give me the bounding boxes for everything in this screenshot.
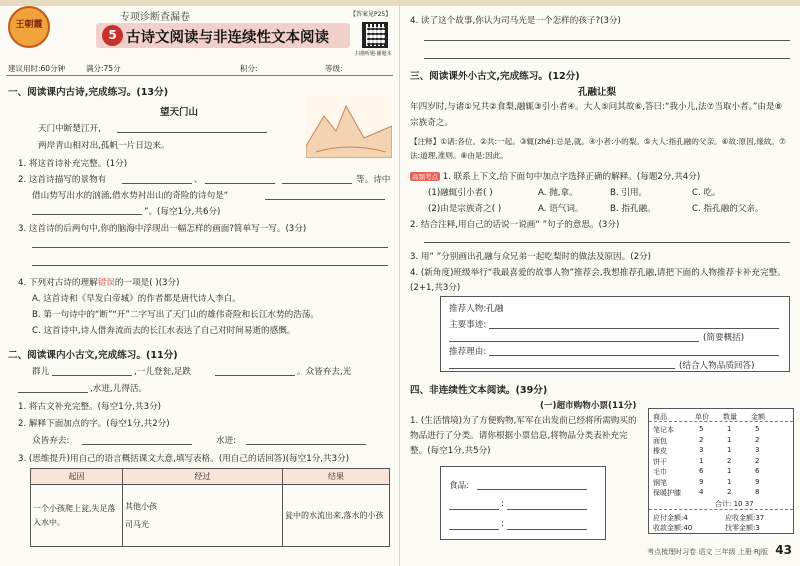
blank-line[interactable] — [18, 392, 88, 393]
receipt-header: 商品 — [653, 413, 667, 421]
receipt-cell: 钢笔 — [653, 478, 667, 487]
title-banner — [96, 23, 350, 48]
question-1-right: 高频考点 1. 联系上下文,给下面句中加点字选择正确的解释。(每题2分,共4分) — [412, 172, 701, 182]
blank-line[interactable] — [205, 183, 275, 184]
blank-line[interactable] — [265, 199, 385, 200]
blank-line[interactable] — [215, 375, 295, 376]
section-2-question-2: 2. 解释下面加点的字。(每空1分,共2分) — [18, 419, 170, 429]
receipt-cell: 1 — [727, 435, 732, 444]
section-2-question-3: 3. (思维提升)用自己的语言概括课文大意,填写表格。(用自己的话回答)(每空1分,共3分) — [18, 454, 350, 464]
receipt-cell: 2 — [727, 456, 732, 465]
receipt-cell: 5 — [755, 425, 760, 433]
story-title: 孔融让梨 — [578, 87, 617, 98]
answer-line[interactable] — [424, 40, 790, 41]
subtitle: 专项诊断查漏卷 — [120, 12, 190, 23]
page-title: 古诗文阅读与非连续性文本阅读 — [126, 30, 329, 46]
story-text: 年四岁时,与诸①兄共②食梨,融辄③引小者④。大人⑤问其故⑥,答曰:“我小儿,法⑦当取小者。”由是⑧宗族奇之。 — [410, 102, 783, 128]
blank-line[interactable] — [489, 355, 779, 356]
section-3-heading: 三、阅读课外小古文,完成练习。(12分) — [410, 71, 580, 82]
annotations: 【注释】①诸:各位。②共:一起。③辄(zhé):总是,就。④小者:小的梨。⑤大人:指孔融的父亲。⑥故:原因,缘故。⑦法:道理,准则。⑧由是:因此。 — [410, 137, 786, 160]
receipt-cell: 9 — [699, 477, 704, 486]
receipt-cell: 6 — [755, 467, 760, 475]
blank-line[interactable] — [246, 444, 366, 445]
grade: 等级: — [325, 64, 343, 73]
option-c[interactable]: C. 这首诗中,诗人借奔流而去的长江水表达了自己对时间易逝的感慨。 — [32, 326, 296, 336]
table-header: 起因 — [31, 469, 123, 485]
card-reason-hint: (结合人物品质回答) — [679, 361, 755, 371]
passage-part-2: ,一儿登瓮,足跌 — [134, 367, 192, 377]
section-2-heading: 二、阅读课内小古文,完成练习。(11分) — [8, 350, 178, 361]
receipt-cell: 面包 — [653, 436, 667, 445]
question-2-body: 借山势写出水的汹涌,借水势衬出山的奇险的诗句是“ — [32, 191, 229, 201]
unit-badge: 5 — [102, 25, 123, 46]
classification-box — [440, 466, 606, 540]
blank-line[interactable] — [507, 529, 587, 530]
receipt-cell: 2 — [699, 435, 704, 444]
define-1: 众皆弃去: — [32, 436, 70, 446]
option-a[interactable]: A. 语气词。 — [538, 204, 584, 214]
option-a[interactable]: A. 这首诗和《早发白帝城》的作者都是唐代诗人李白。 — [32, 294, 241, 304]
blank-line[interactable] — [52, 375, 132, 376]
card-reason-label: 推荐理由: — [449, 347, 487, 357]
receipt-payable: 应付金额:4 — [653, 514, 688, 522]
recommend-card — [440, 296, 790, 372]
blank-line[interactable] — [507, 509, 587, 510]
question-3-right: 3. 用“ ”分别画出孔融与众兄弟一起吃梨时的做法及原因。(2分) — [410, 252, 651, 262]
option-b[interactable]: B. 引用。 — [610, 188, 648, 198]
section-1-heading: 一、阅读课内古诗,完成练习。(13分) — [8, 87, 169, 98]
option-c[interactable]: C. 指孔融的父亲。 — [692, 204, 764, 214]
question-2-end: ”。(每空1分,共6分) — [144, 207, 221, 217]
section-4-subheading: (一)超市购物小票(11分) — [540, 401, 637, 411]
passage-part-4: ,水迸,儿得活。 — [90, 384, 148, 394]
receipt-cell: 保暖护膝 — [653, 489, 681, 497]
receipt-cell: 毛巾 — [653, 468, 667, 476]
question-2-right: 2. 结合注释,用自己的话说一说画“ ”句子的意思。(3分) — [410, 220, 620, 230]
poem-line-1: 天门中断楚江开, — [38, 124, 101, 134]
food-label: 食品: — [449, 481, 470, 491]
top-band — [400, 0, 800, 6]
receipt-change: 找零金额:3 — [725, 524, 760, 532]
question-4-right: 4. (新角度)班级举行“我最喜爱的故事人物”推荐会,我想推荐孔融,请把下面的人物推荐卡补充完整。(2+1,共3分) — [410, 268, 786, 293]
separator: 、 — [194, 175, 203, 185]
receipt-cell: 2 — [755, 435, 760, 444]
receipt-total: 合计: 10 37 — [715, 500, 754, 508]
top-band — [0, 0, 399, 6]
card-story-label: 主要事迹: — [449, 320, 487, 330]
got-score: 积分: — [240, 64, 258, 73]
colon: : — [501, 499, 504, 509]
receipt-cell: 5 — [699, 425, 704, 433]
passage-part-3: 。众皆弃去,光 — [297, 367, 352, 377]
sub-question-1: (1)融辄引小者( ) — [428, 188, 493, 198]
receipt-header: 数量 — [723, 413, 737, 421]
colon: : — [501, 519, 504, 529]
poem-line-2: 两岸青山相对出,孤帆一片日边来。 — [38, 141, 170, 151]
receipt-header: 金额 — [751, 413, 765, 421]
receipt-divider — [649, 509, 793, 510]
option-b[interactable]: B. 指孔融。 — [610, 204, 656, 214]
brand-logo: 王朝霞 — [8, 6, 50, 48]
mountain-illustration — [306, 96, 392, 158]
right-page — [400, 0, 800, 566]
receipt-cell: 橡皮 — [653, 447, 667, 455]
table-cell-cause: 一个小孩爬上瓮,失足落入水中。 — [31, 485, 123, 547]
divider — [6, 75, 393, 76]
question-4: 4. 下列对古诗的理解错误的一项是( )(3分) — [18, 278, 180, 288]
option-a[interactable]: A. 抛,拿。 — [538, 188, 578, 198]
receipt-cell: 1 — [699, 456, 704, 465]
page-number: 43 — [775, 543, 792, 557]
receipt-cell: 4 — [699, 488, 704, 496]
section-2-question-1: 1. 将古文补充完整。(每空1分,共3分) — [18, 402, 162, 412]
answer-line[interactable] — [32, 265, 388, 266]
footer: 考点梳理时习卷 语文 三年级 上册 RJ版 — [647, 548, 768, 556]
section-4-heading: 四、非连续性文本阅读。(39分) — [410, 385, 548, 396]
receipt-header: 单价 — [695, 413, 709, 421]
receipt-cell: 8 — [755, 488, 760, 496]
blank-line[interactable] — [449, 341, 699, 342]
blank-line[interactable] — [489, 328, 779, 329]
table-cell-result[interactable]: 瓮中的水流出来,落水的小孩 — [283, 485, 390, 547]
receipt — [648, 408, 794, 534]
card-name: 推荐人物:孔融 — [449, 304, 504, 314]
question-1: 1. 将这首诗补充完整。(1分) — [18, 159, 128, 169]
receipt-cell: 2 — [727, 488, 732, 496]
receipt-cell: 1 — [727, 446, 732, 454]
receipt-cell: 1 — [727, 425, 732, 433]
section-4-question-1: 1. (生活情境)为了方便购物,军军在出发前已经将所需购买的物品进行了分类。请你根据小票信息,将物品分类表补充完整。(每空1分,共5分) — [410, 416, 637, 456]
receipt-cell: 2 — [755, 456, 760, 465]
poem-title: 望天门山 — [160, 107, 199, 118]
score-meta: 满分:75分 — [86, 64, 121, 73]
answer-reference: 【答案见P25】 — [350, 11, 392, 18]
receipt-cell: 笔记本 — [653, 426, 674, 434]
time-meta: 建议用时:60分钟 — [8, 64, 66, 73]
table-header: 经过 — [123, 469, 283, 485]
blank-line[interactable] — [117, 132, 267, 133]
blank-line[interactable] — [282, 183, 352, 184]
summary-table — [30, 468, 390, 547]
blank-line[interactable] — [477, 489, 587, 490]
answer-line[interactable] — [424, 58, 790, 59]
answer-line[interactable] — [32, 247, 388, 248]
blank-line[interactable] — [32, 214, 142, 215]
receipt-paid: 收款金额:40 — [653, 524, 693, 532]
option-c[interactable]: C. 吃。 — [692, 188, 721, 198]
table-cell-process[interactable]: 其他小孩 司马光 — [123, 485, 283, 547]
receipt-cell: 1 — [727, 467, 732, 475]
receipt-divider — [649, 421, 793, 422]
blank-line[interactable] — [449, 529, 499, 530]
qr-caption: 扫描听题·播题本 — [355, 51, 392, 57]
card-story-hint: (简要概括) — [703, 333, 745, 343]
blank-line[interactable] — [122, 183, 192, 184]
question-4-reflection: 4. 读了这个故事,你认为司马光是一个怎样的孩子?(3分) — [410, 16, 621, 26]
question-3: 3. 这首诗的后两句中,你的脑海中浮现出一幅怎样的画面?简单写一写。(3分) — [18, 224, 307, 234]
define-2: 水迸: — [216, 436, 237, 446]
receipt-cell: 3 — [699, 446, 704, 454]
table-header: 结果 — [283, 469, 390, 485]
answer-line[interactable] — [424, 242, 790, 243]
qr-code-icon[interactable] — [362, 22, 388, 48]
receipt-cell: 1 — [727, 477, 732, 486]
receipt-cell: 3 — [755, 446, 760, 454]
blank-line[interactable] — [82, 444, 192, 445]
blank-line[interactable] — [449, 368, 675, 369]
question-2-mid: 等。诗中 — [356, 175, 391, 185]
blank-line[interactable] — [449, 509, 499, 510]
receipt-due: 应收金额:37 — [725, 514, 765, 522]
passage-part-1: 群儿 — [32, 367, 50, 377]
receipt-cell: 饼干 — [653, 457, 667, 466]
sub-question-2: (2)由是宗族奇之( ) — [428, 204, 502, 214]
option-b[interactable]: B. 第一句诗中的“断”“开”二字写出了天门山的雄伟奇险和长江水势的浩荡。 — [32, 310, 319, 320]
receipt-cell: 6 — [699, 467, 704, 475]
receipt-cell: 9 — [755, 477, 760, 486]
question-2-start: 2. 这首诗描写的景物有 — [18, 175, 107, 185]
